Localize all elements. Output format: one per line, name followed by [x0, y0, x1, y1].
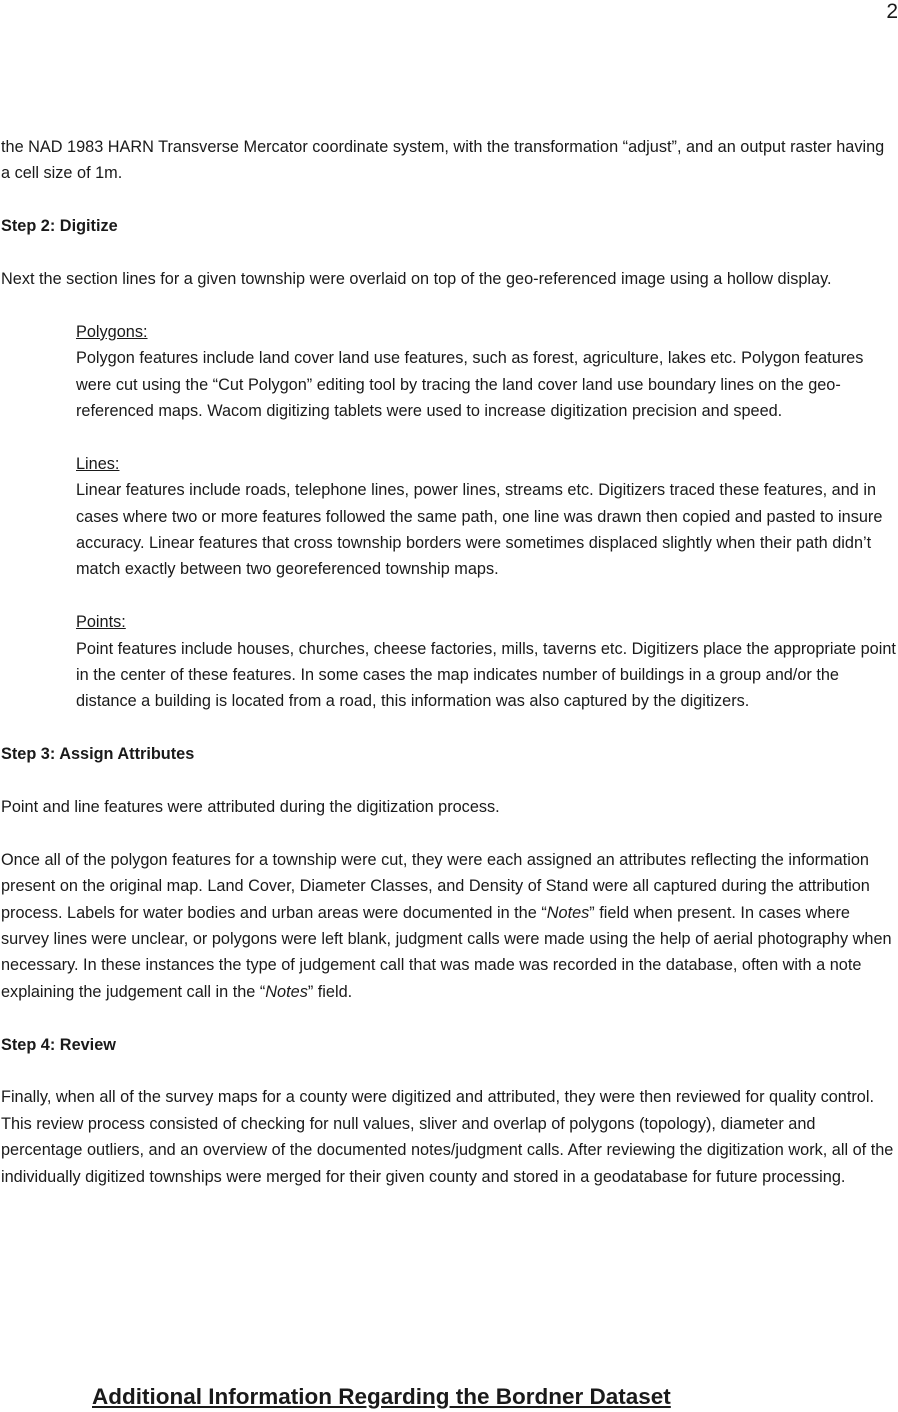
- step4-heading: Step 4: Review: [1, 1035, 116, 1054]
- intro-paragraph: the NAD 1983 HARN Transverse Mercator coordinate system, with the transformation “adjust”, and an output raster having a cell size of 1m.: [1, 138, 885, 183]
- step2-heading: Step 2: Digitize: [1, 217, 118, 236]
- points-section: [1, 609, 896, 715]
- lines-section: [1, 451, 896, 583]
- section-title: Additional Information Regarding the Bordner Dataset: [92, 1384, 671, 1409]
- step3-paragraph-2: [1, 847, 896, 1005]
- polygons-section: [1, 319, 896, 425]
- polygons-label: Polygons:: [76, 322, 148, 341]
- points-label: Points:: [76, 613, 126, 632]
- step2-paragraph: Next the section lines for a given township were overlaid on top of the geo-referenced image using a hollow display.: [1, 270, 832, 288]
- step3-paragraph-1: Point and line features were attributed during the digitization process.: [1, 798, 500, 817]
- polygons-paragraph: Polygon features include land cover land use features, such as forest, agriculture, lakes etc. Polygon features were cut using the “Cut Polygon” editing tool by tracing the land cover land use boundary lines on the geo-referenced maps. Wacom digitizing tablets were used to increase digitization precision and speed.: [76, 349, 864, 421]
- lines-paragraph: Linear features include roads, telephone lines, power lines, streams etc. Digitizers traced these features, and in cases where two or more features followed the same path, one line was drawn then copied and pasted to insure accuracy. Linear features that cross township borders were sometimes displaced slightly when their path didn’t match exactly between two georeferenced township maps.: [76, 481, 883, 579]
- step4-paragraph: Finally, when all of the survey maps for a county were digitized and attributed, they were then reviewed for quality control. This review process consisted of checking for null values, sliver and overlap of polygons (topology), diameter and percentage outliers, and an overview of the documented notes/judgment calls. After reviewing the digitization work, all of the individually digitized townships were merged for their given county and stored in a geodatabase for future processing.: [1, 1088, 894, 1186]
- page-number: 2: [886, 0, 898, 23]
- step3-text-b: ” field when present. In cases where survey lines were unclear, or polygons were left blank, judgment calls were made using the help of aerial photography when necessary. In these instances the type of judgement call that was made was recorded in the database, often with a note explaining the judgement call in the “: [1, 903, 892, 1001]
- step3-text-a: Once all of the polygon features for a township were cut, they were each assigned an attributes reflecting the information present on the original map. Land Cover, Diameter Classes, and Density of Stand were all captured during the attribution process. Labels for water bodies and urban areas were documented in the “: [1, 850, 870, 922]
- points-paragraph: Point features include houses, churches, cheese factories, mills, taverns etc. Digitizers place the appropriate point in the center of these features. In some cases the map indicates number of buildings in a group and/or the distance a building is located from a road, this information was also captured by the digitizers.: [76, 639, 896, 711]
- lines-label: Lines:: [76, 454, 120, 473]
- notes-field-name: Notes: [546, 903, 590, 922]
- notes-field-name: Notes: [265, 982, 308, 1001]
- step3-text-c: ” field.: [307, 982, 353, 1001]
- step3-heading: Step 3: Assign Attributes: [1, 745, 195, 764]
- document-body: [1, 134, 896, 1190]
